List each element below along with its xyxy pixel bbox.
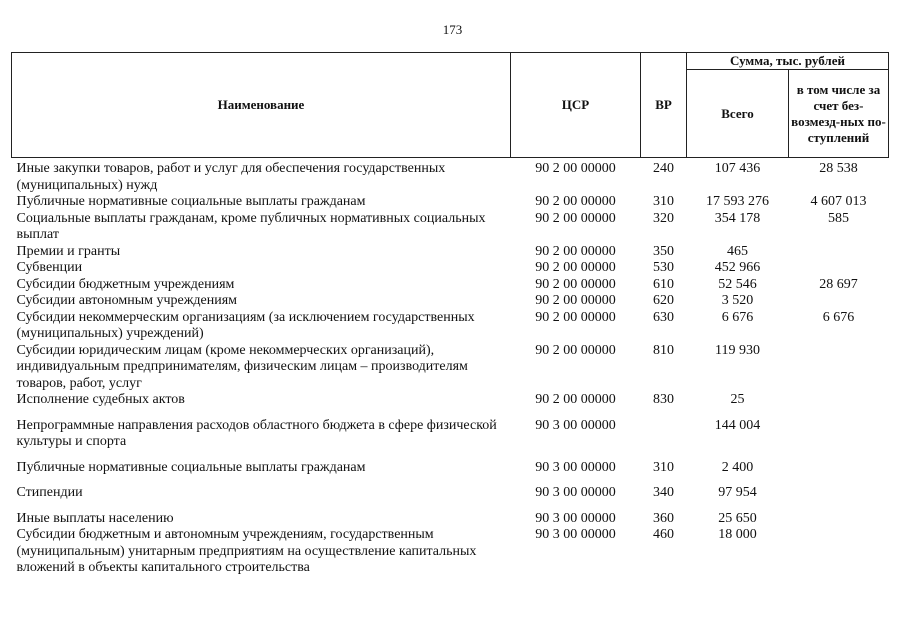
row-free (789, 409, 889, 451)
row-name: Субсидии бюджетным учреждениям (16, 276, 235, 292)
row-vr: 530 (653, 260, 674, 275)
row-total: 25 650 (718, 510, 757, 526)
row-name: Премии и гранты (16, 243, 121, 259)
row-vr: 350 (653, 243, 674, 259)
table-row (12, 277, 889, 294)
row-vr: 810 (653, 342, 674, 358)
table-row (12, 343, 889, 393)
row-vr: 310 (653, 459, 674, 475)
table-row (12, 527, 889, 577)
row-vr: 620 (653, 293, 674, 308)
header-free: в том числе за счет без-возмезд-ных по-ступлений (789, 70, 889, 158)
page-number: 173 (442, 22, 463, 37)
table-row (12, 260, 889, 277)
header-sum-group: Сумма, тыс. рублей (687, 53, 889, 70)
row-total: 354 178 (714, 210, 761, 226)
row-name: Субвенции (16, 260, 83, 275)
row-vr: 630 (653, 309, 674, 325)
row-csr: 90 3 00 00000 (535, 510, 616, 526)
header-total: Всего (687, 70, 789, 158)
row-total: 52 546 (718, 276, 757, 292)
row-name: Непрограммные направления расходов областного бюджета в сфере физической культуры и спорта (16, 417, 497, 449)
row-name: Субсидии некоммерческим организациям (за исключением государственных (муниципальных) учреждений) (16, 309, 475, 341)
row-total: 18 000 (718, 527, 757, 542)
row-total: 452 966 (714, 260, 761, 275)
row-free (789, 527, 889, 577)
header-vr: ВР (641, 53, 687, 158)
row-total: 17 593 276 (706, 194, 769, 209)
row-name: Социальные выплаты гражданам, кроме публичных нормативных социальных выплат (16, 210, 486, 242)
row-csr: 90 2 00 00000 (535, 342, 616, 358)
row-name: Исполнение судебных актов (16, 392, 185, 407)
row-free (789, 476, 889, 502)
row-total: 119 930 (715, 342, 760, 358)
row-total: 107 436 (714, 161, 761, 176)
row-free (789, 244, 889, 261)
row-free (789, 502, 889, 528)
table-header (12, 53, 889, 158)
row-csr: 90 2 00 00000 (535, 194, 616, 209)
row-csr: 90 2 00 00000 (535, 161, 616, 176)
row-name: Субсидии бюджетным и автономным учреждениям, государственным (муниципальным) унитарным предприятиям на осуществление капитальных вложений в объекты капитального строительства (16, 527, 477, 575)
table-row (12, 194, 889, 211)
row-total: 97 954 (718, 485, 757, 500)
row-name: Иные выплаты населению (16, 510, 174, 526)
row-name: Публичные нормативные социальные выплаты гражданам (16, 459, 366, 475)
row-total: 144 004 (714, 417, 761, 433)
row-csr: 90 3 00 00000 (535, 459, 616, 475)
row-name: Субсидии юридическим лицам (кроме некоммерческих организаций), индивидуальным предпринимателям, физическим лицам – производителям товаров, работ, услуг (16, 342, 468, 391)
row-free (789, 392, 889, 409)
row-vr: 360 (653, 510, 674, 526)
table-row (12, 211, 889, 244)
row-free: 585 (828, 210, 849, 226)
row-csr: 90 3 00 00000 (535, 485, 616, 500)
row-total: 2 400 (721, 459, 754, 475)
row-free: 6 676 (822, 309, 855, 325)
table-body (12, 158, 889, 577)
row-total: 6 676 (721, 309, 754, 325)
header-csr: ЦСР (511, 53, 641, 158)
row-total: 25 (730, 392, 745, 407)
row-csr: 90 3 00 00000 (535, 527, 616, 542)
row-csr: 90 2 00 00000 (535, 392, 616, 407)
row-name: Публичные нормативные социальные выплаты гражданам (16, 194, 366, 209)
table-row (12, 244, 889, 261)
table-row (12, 310, 889, 343)
row-free (789, 451, 889, 477)
row-name: Иные закупки товаров, работ и услуг для обеспечения государственных (муниципальных) нужд (16, 161, 446, 193)
row-csr: 90 2 00 00000 (535, 260, 616, 275)
row-csr: 90 2 00 00000 (535, 309, 616, 325)
row-csr: 90 2 00 00000 (535, 210, 616, 226)
row-vr: 310 (653, 194, 674, 209)
row-csr: 90 3 00 00000 (535, 417, 616, 433)
row-free: 28 538 (819, 161, 858, 176)
row-csr: 90 2 00 00000 (535, 293, 616, 308)
table-row (12, 451, 889, 477)
row-name: Субсидии автономным учреждениям (16, 293, 238, 308)
row-csr: 90 2 00 00000 (535, 243, 616, 259)
row-name: Стипендии (16, 485, 83, 500)
row-free (789, 343, 889, 393)
row-vr: 610 (653, 276, 674, 292)
header-name: Наименование (12, 53, 511, 158)
row-csr: 90 2 00 00000 (535, 276, 616, 292)
table-row (12, 392, 889, 409)
row-total: 465 (727, 243, 748, 259)
table-row (12, 293, 889, 310)
table-row (12, 476, 889, 502)
row-free: 4 607 013 (810, 194, 867, 209)
row-vr: 240 (653, 161, 674, 176)
row-free (789, 260, 889, 277)
table-row (12, 409, 889, 451)
row-vr: 340 (653, 485, 674, 500)
row-free (789, 293, 889, 310)
row-vr (641, 409, 687, 451)
row-free: 28 697 (819, 276, 858, 292)
row-vr: 460 (653, 527, 674, 542)
row-vr: 320 (653, 210, 674, 226)
row-vr: 830 (653, 392, 674, 407)
table-row (12, 158, 889, 195)
table-row (12, 502, 889, 528)
row-total: 3 520 (721, 293, 754, 308)
budget-table (11, 52, 889, 577)
